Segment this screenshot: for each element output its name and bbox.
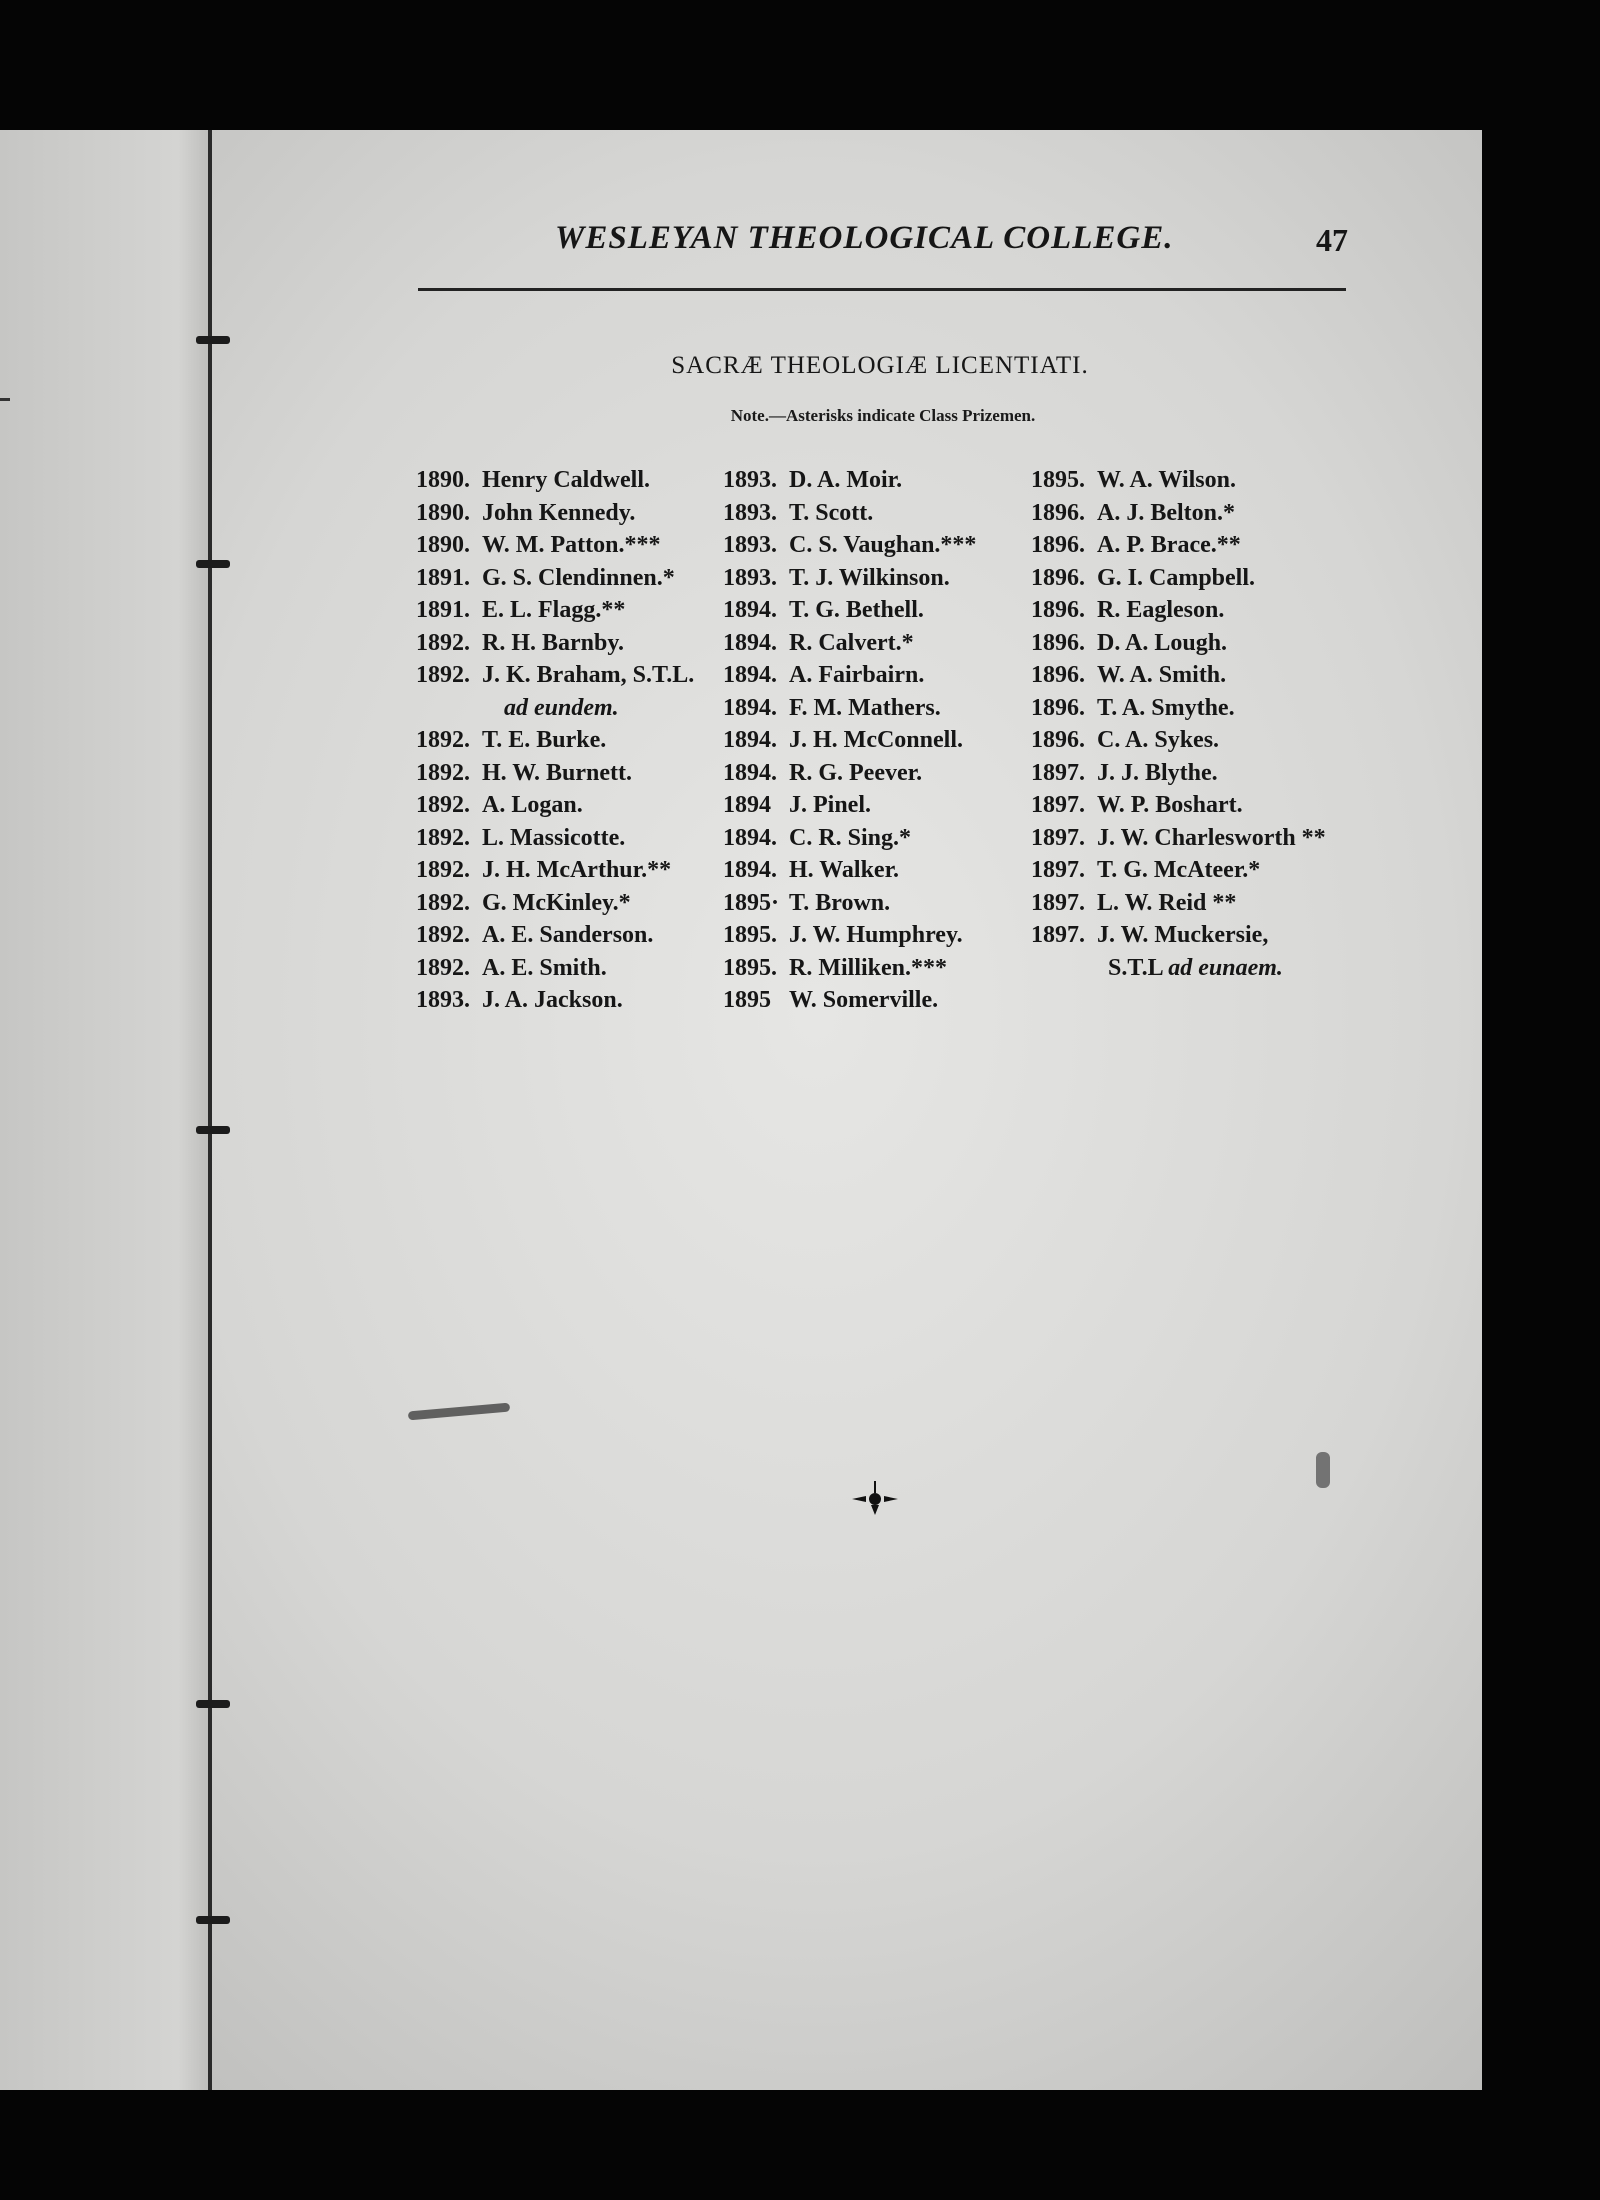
graduate-entry — [416, 919, 694, 952]
graduation-year: 1896. — [1031, 694, 1085, 721]
graduation-year: 1892. — [416, 759, 470, 786]
graduate-name: R. Eagleson. — [1097, 597, 1225, 623]
graduate-entry — [1031, 952, 1326, 985]
graduate-name: T. Scott. — [789, 499, 874, 526]
graduate-entry — [1031, 887, 1326, 920]
graduation-year: 1897. — [1031, 824, 1085, 851]
ink-mark — [1316, 1452, 1330, 1488]
graduation-year: 1890. — [416, 499, 470, 526]
graduate-name: J. Pinel. — [789, 792, 871, 818]
graduation-year: 1892. — [416, 857, 470, 883]
graduation-year: 1893. — [416, 987, 470, 1013]
graduate-entry — [416, 627, 694, 660]
graduate-name: W. A. Smith. — [1097, 662, 1227, 688]
graduate-entry — [723, 627, 976, 660]
graduate-entry — [416, 464, 694, 497]
graduation-year: 1893. — [723, 532, 777, 558]
graduate-entry — [1031, 562, 1326, 595]
graduate-entry — [723, 594, 976, 627]
graduation-year: 1892. — [416, 824, 470, 851]
graduation-year: 1894. — [723, 759, 777, 786]
graduate-entry — [416, 529, 694, 562]
graduate-name: T. E. Burke. — [482, 727, 607, 753]
graduation-year: 1892. — [416, 662, 470, 688]
graduate-name: F. M. Mathers. — [789, 694, 941, 721]
graduate-entry — [416, 497, 694, 530]
graduation-year: 1893. — [723, 499, 777, 526]
graduate-entry — [416, 822, 694, 855]
graduate-entry — [723, 984, 976, 1017]
graduate-entry — [416, 594, 694, 627]
binding-stitch — [196, 1700, 230, 1708]
graduate-name: W. M. Patton.*** — [482, 532, 661, 558]
graduate-name: W. Somerville. — [789, 987, 939, 1013]
graduate-name: D. A. Lough. — [1097, 629, 1228, 656]
graduate-name: A. J. Belton.* — [1097, 499, 1235, 526]
graduation-year: 1892. — [416, 727, 470, 753]
graduation-year: 1893. — [723, 467, 777, 493]
graduation-year: 1890. — [416, 467, 470, 493]
graduation-year: 1897. — [1031, 857, 1085, 883]
graduation-year: 1897. — [1031, 792, 1085, 818]
graduate-entry — [723, 562, 976, 595]
graduate-entry — [723, 822, 976, 855]
graduate-name: J. A. Jackson. — [482, 987, 623, 1013]
graduate-name: R. Calvert.* — [789, 629, 914, 656]
graduate-entry — [723, 529, 976, 562]
graduate-entry — [1031, 464, 1326, 497]
graduate-entry — [723, 757, 976, 790]
facing-page-mark — [0, 398, 10, 401]
graduate-name: L. Massicotte. — [482, 824, 626, 851]
graduation-year: 1893. — [723, 564, 777, 591]
graduate-name: J. K. Braham, S.T.L. — [482, 662, 695, 688]
graduate-name: T. J. Wilkinson. — [789, 564, 950, 591]
graduate-entry — [1031, 919, 1326, 952]
graduate-entry — [416, 757, 694, 790]
graduate-name: J. H. McArthur.** — [482, 857, 672, 883]
running-header-title: WESLEYAN THEOLOGICAL COLLEGE. — [555, 220, 1174, 256]
graduate-entry — [416, 724, 694, 757]
graduation-year: 1895. — [723, 922, 777, 948]
graduate-entry — [723, 854, 976, 887]
graduate-name: T. Brown. — [789, 889, 891, 916]
graduation-year: 1896. — [1031, 727, 1085, 753]
graduation-year: 1894. — [723, 727, 777, 753]
graduate-name: R. Milliken.*** — [789, 954, 948, 981]
graduate-entry — [723, 789, 976, 822]
graduate-name: G. I. Campbell. — [1097, 564, 1256, 591]
graduation-year: 1892. — [416, 954, 470, 981]
graduate-name: C. A. Sykes. — [1097, 727, 1220, 753]
graduation-year: 1891. — [416, 597, 470, 623]
graduate-list-column-3 — [1031, 464, 1326, 984]
graduate-list-column-2 — [723, 464, 976, 1017]
graduate-name: A. P. Brace.** — [1097, 532, 1241, 558]
graduation-year: 1895. — [723, 954, 777, 981]
header-rule — [418, 288, 1346, 291]
graduate-list-column-1 — [416, 464, 694, 1017]
graduate-name: G. S. Clendinnen.* — [482, 564, 675, 591]
binding-stitch — [196, 1916, 230, 1924]
graduate-entry — [1031, 789, 1326, 822]
graduation-year: 1897. — [1031, 889, 1085, 916]
graduation-year: 1896. — [1031, 629, 1085, 656]
graduate-name: E. L. Flagg.** — [482, 597, 626, 623]
graduation-year: 1894. — [723, 629, 777, 656]
graduate-name: J. W. Charlesworth ** — [1097, 824, 1326, 851]
graduate-entry — [1031, 529, 1326, 562]
graduate-entry — [416, 984, 694, 1017]
degree-continuation: S.T.L — [1108, 954, 1163, 981]
graduation-year: 1897. — [1031, 922, 1085, 948]
graduation-year: 1892. — [416, 792, 470, 818]
graduate-entry — [416, 854, 694, 887]
graduate-name: G. McKinley.* — [482, 889, 631, 916]
graduate-name: R. G. Peever. — [789, 759, 923, 786]
graduate-name: T. A. Smythe. — [1097, 694, 1235, 721]
graduate-entry — [416, 692, 694, 725]
degree-continuation: ad eundem. — [504, 694, 619, 721]
graduation-year: 1895· — [723, 889, 780, 916]
graduate-entry — [416, 659, 694, 692]
graduation-year: 1892. — [416, 629, 470, 656]
graduate-name: H. W. Burnett. — [482, 759, 633, 786]
graduation-year: 1897. — [1031, 759, 1085, 786]
graduate-entry — [723, 887, 976, 920]
graduate-entry — [723, 497, 976, 530]
graduation-year: 1890. — [416, 532, 470, 558]
graduate-entry — [1031, 822, 1326, 855]
graduate-entry — [1031, 757, 1326, 790]
graduate-name: J. H. McConnell. — [789, 727, 963, 753]
graduation-year: 1894. — [723, 824, 777, 851]
graduation-year: 1894 — [723, 792, 771, 818]
graduate-entry — [723, 952, 976, 985]
graduate-entry — [723, 919, 976, 952]
graduate-entry — [416, 952, 694, 985]
graduate-name: J. J. Blythe. — [1097, 759, 1218, 786]
graduate-name: H. Walker. — [789, 857, 900, 883]
binding-stitch — [196, 336, 230, 344]
graduation-year: 1896. — [1031, 499, 1085, 526]
graduate-name: W. P. Boshart. — [1097, 792, 1243, 818]
graduate-entry — [723, 464, 976, 497]
section-note: Note.—Asterisks indicate Class Prizemen. — [730, 406, 1036, 425]
graduation-year: 1894. — [723, 857, 777, 883]
graduate-entry — [723, 692, 976, 725]
graduate-name: A. E. Sanderson. — [482, 922, 654, 948]
graduation-year: 1896. — [1031, 662, 1085, 688]
binding-stitch — [196, 560, 230, 568]
graduate-name: D. A. Moir. — [789, 467, 903, 493]
graduate-entry — [416, 562, 694, 595]
graduation-year: 1894. — [723, 597, 777, 623]
graduate-name: A. Logan. — [482, 792, 583, 818]
graduate-entry — [1031, 594, 1326, 627]
degree-continuation-italic: ad eunaem. — [1168, 954, 1283, 981]
graduate-name: C. S. Vaughan.*** — [789, 532, 977, 558]
graduate-entry — [416, 789, 694, 822]
graduation-year: 1891. — [416, 564, 470, 591]
graduate-entry — [723, 724, 976, 757]
graduate-name: W. A. Wilson. — [1097, 467, 1236, 493]
graduation-year: 1892. — [416, 889, 470, 916]
graduation-year: 1894. — [723, 694, 777, 721]
graduation-year: 1896. — [1031, 564, 1085, 591]
graduate-name: A. E. Smith. — [482, 954, 607, 981]
graduate-name: T. G. McAteer.* — [1097, 857, 1261, 883]
page-number: 47 — [1316, 222, 1348, 258]
graduate-name: C. R. Sing.* — [789, 824, 912, 851]
graduate-name: J. W. Muckersie, — [1097, 922, 1269, 948]
graduation-year: 1896. — [1031, 532, 1085, 558]
graduate-entry — [1031, 659, 1326, 692]
graduate-name: J. W. Humphrey. — [789, 922, 963, 948]
ornament-icon — [852, 1481, 898, 1517]
graduate-name: Henry Caldwell. — [482, 467, 650, 493]
graduation-year: 1894. — [723, 662, 777, 688]
graduate-name: L. W. Reid ** — [1097, 889, 1237, 916]
graduate-name: A. Fairbairn. — [789, 662, 925, 688]
graduate-entry — [416, 887, 694, 920]
graduate-entry — [1031, 854, 1326, 887]
section-title: SACRÆ THEOLOGIÆ LICENTIATI. — [671, 352, 1089, 379]
graduate-name: John Kennedy. — [482, 499, 636, 526]
graduation-year: 1896. — [1031, 597, 1085, 623]
binding-stitch — [196, 1126, 230, 1134]
graduate-entry — [1031, 627, 1326, 660]
graduate-name: R. H. Barnby. — [482, 629, 625, 656]
graduate-entry — [1031, 724, 1326, 757]
graduate-entry — [723, 659, 976, 692]
graduate-entry — [1031, 692, 1326, 725]
graduate-name: T. G. Bethell. — [789, 597, 924, 623]
graduation-year: 1895. — [1031, 467, 1085, 493]
graduation-year: 1892. — [416, 922, 470, 948]
graduation-year: 1895 — [723, 987, 771, 1013]
graduate-entry — [1031, 497, 1326, 530]
